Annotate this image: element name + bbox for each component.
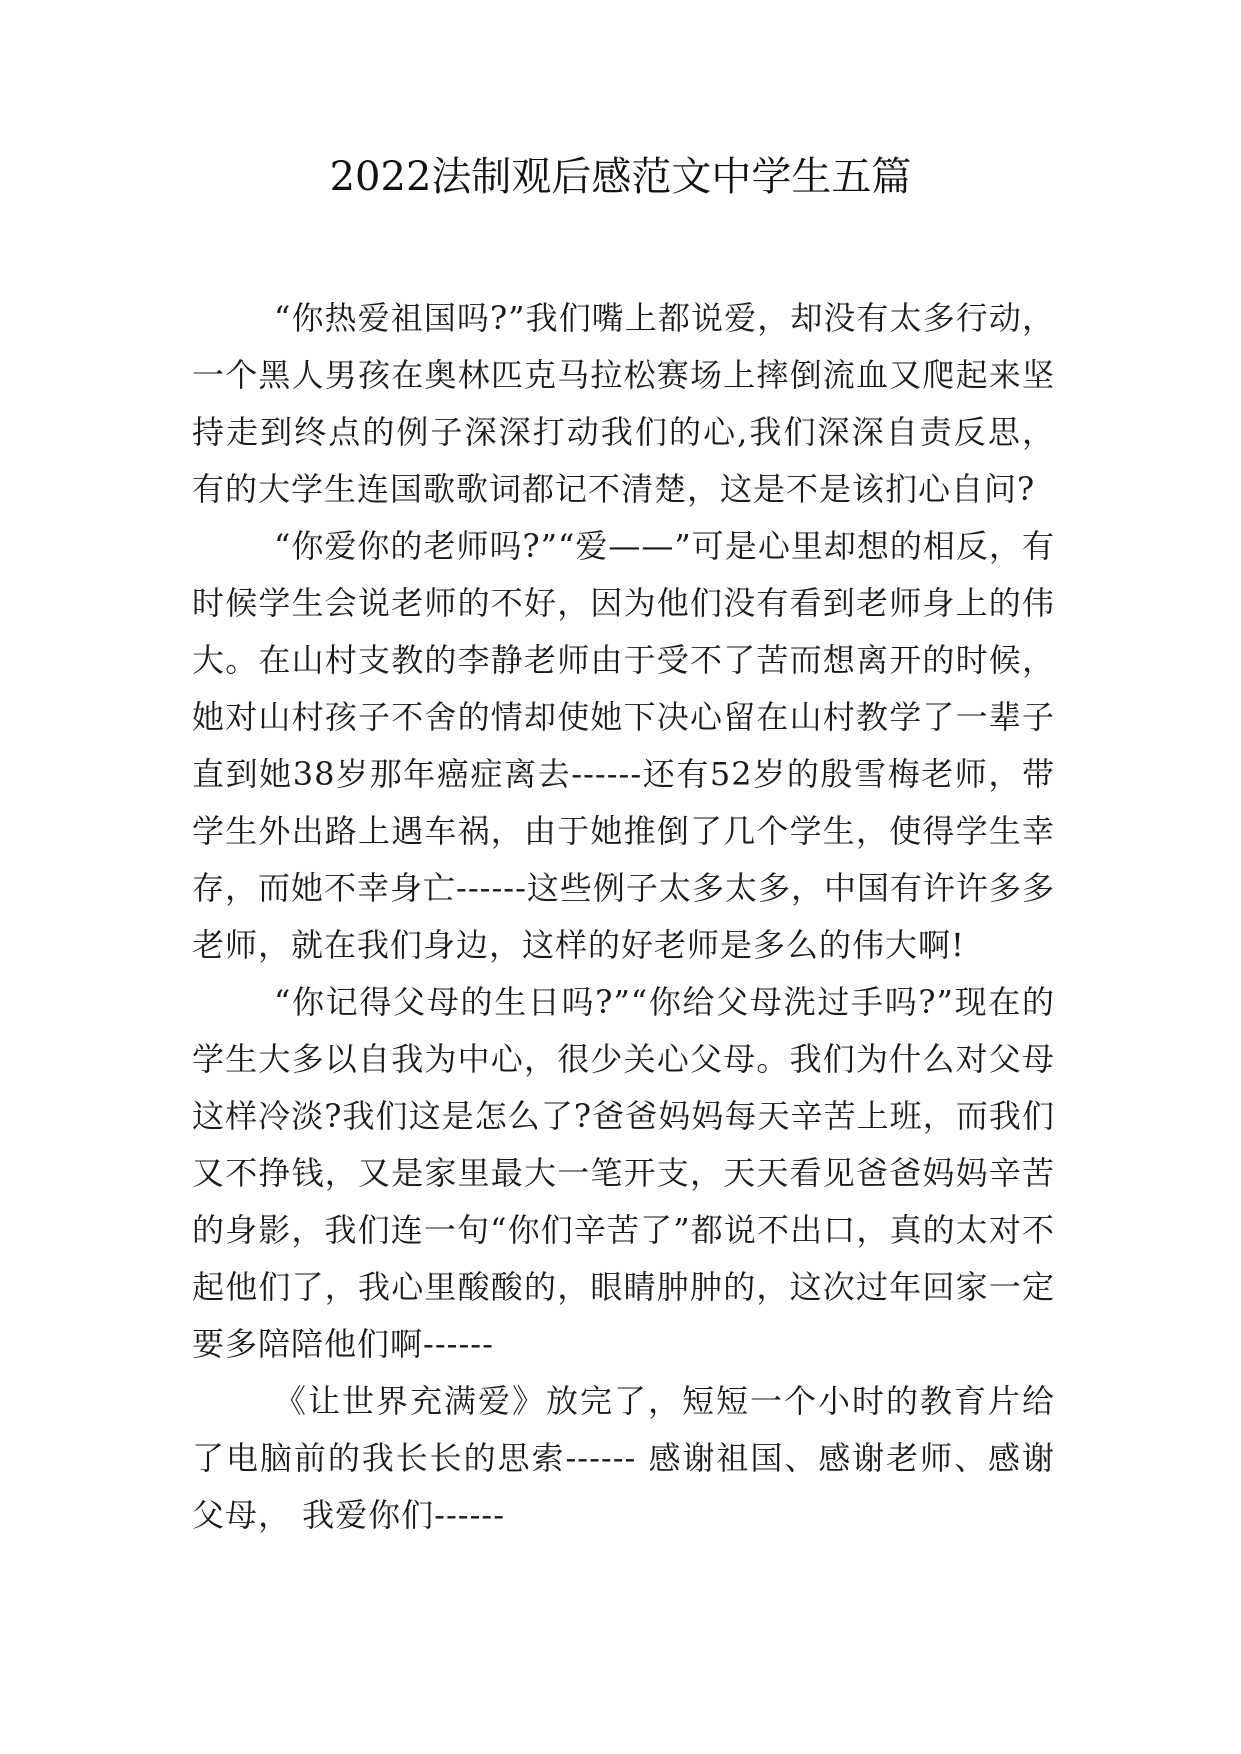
paragraph-parents: “你记得父母的生日吗?”“你给父母洗过手吗?”现在的学生大多以自我为中心，很少关心父母。我们为什么对父母这样冷淡?我们这是怎么了?爸爸妈妈每天辛苦上班，而我们又不挣钱，又是家里最大一笔开支，天天看见爸爸妈妈辛苦的身影，我们连一句“你们辛苦了”都说不出口，真的太对不起他们了，我心里酸酸的，眼睛肿肿的，这次过年回家一定要多陪陪他们啊------ — [192, 983, 1055, 1363]
document-title: 2022法制观后感范文中学生五篇 — [329, 154, 912, 200]
paragraph-teachers: “你爱你的老师吗?”“爱——”可是心里却想的相反，有时候学生会说老师的不好，因为他们没有看到老师身上的伟大。在山村支教的李静老师由于受不了苦而想离开的时候，她对山村孩子不舍的情却使她下决心留在山村教学了一辈子直到她38岁那年癌症离去------还有52岁的殷雪梅老师，带学生外出路上遇车祸，由于她推倒了几个学生，使得学生幸存，而她不幸身亡------这些例子太多太多，中国有许许多多老师，就在我们身边，这样的好老师是多么的伟大啊! — [192, 527, 1055, 964]
paragraph-conclusion: 《让世界充满爱》放完了，短短一个小时的教育片给了电脑前的我长长的思索------ 感谢祖国、感谢老师、感谢父母， 我爱你们------ — [192, 1382, 1055, 1534]
paragraph-motherland: “你热爱祖国吗?”我们嘴上都说爱，却没有太多行动，一个黑人男孩在奥林匹克马拉松赛场上摔倒流血又爬起来坚持走到终点的例子深深打动我们的心,我们深深自责反思，有的大学生连国歌歌词都记不清楚，这是不是该扪心自问? — [192, 299, 1055, 508]
document-body — [192, 290, 1055, 1544]
